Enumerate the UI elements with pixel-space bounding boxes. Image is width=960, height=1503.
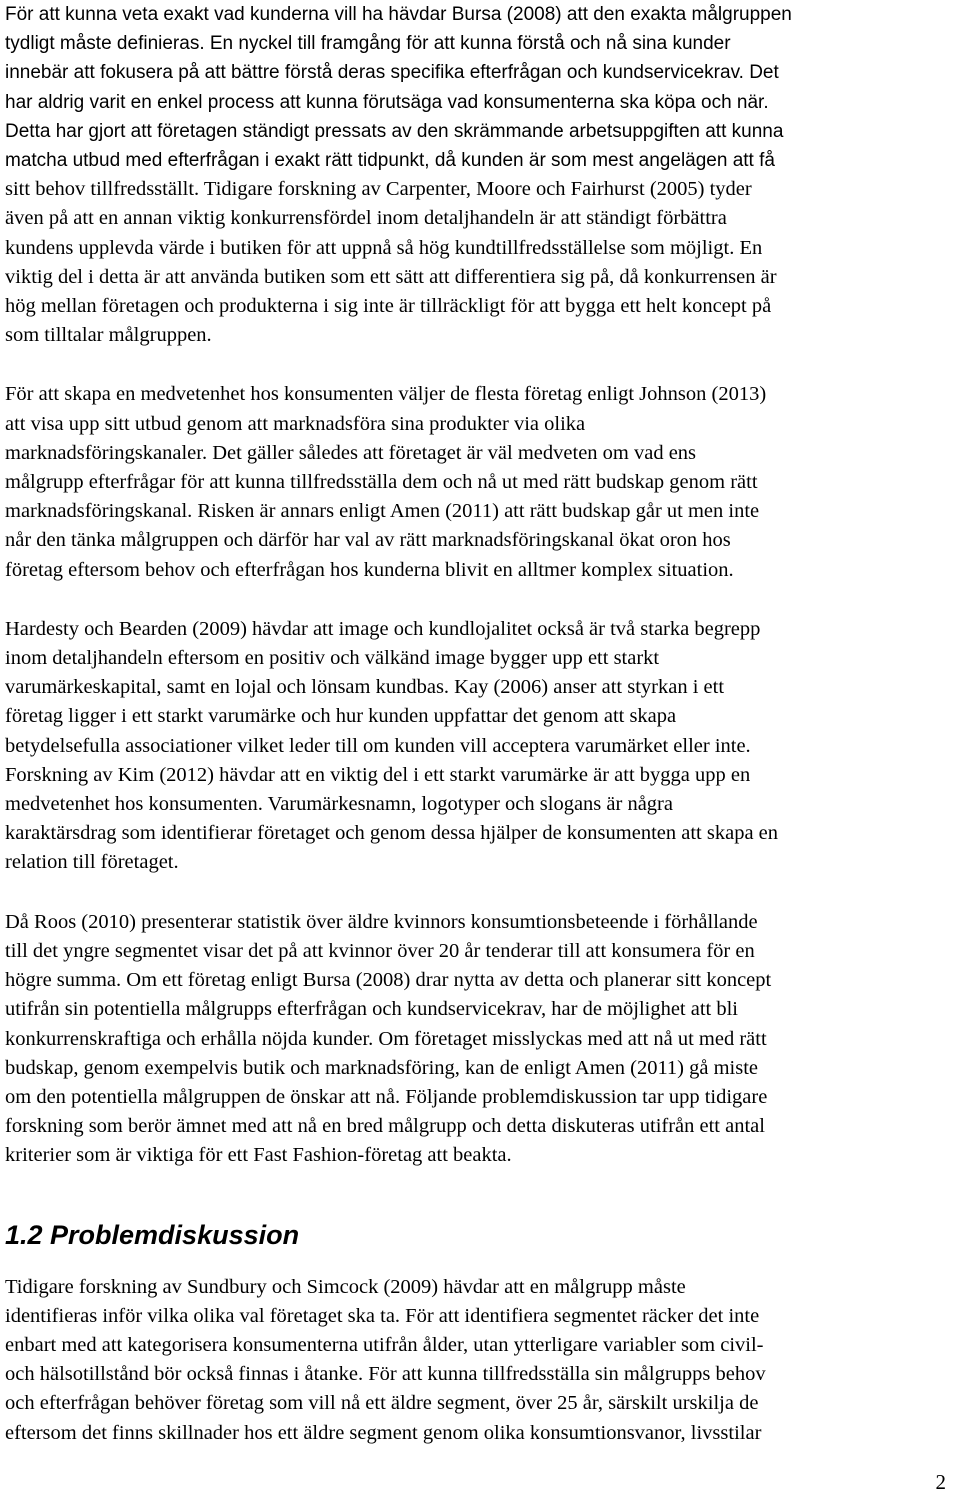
paragraph-1: [5, 0, 957, 350]
text-line: budskap, genom exempelvis butik och marknadsföring, kan de enligt Amen (2011) gå miste: [5, 1056, 759, 1079]
text-line: även på att en annan viktig konkurrensfördel inom detaljhandeln är att ständigt förbättra: [5, 207, 727, 230]
text-line: enbart med att kategorisera konsumenterna utifrån ålder, utan ytterligare variabler som civil-: [5, 1333, 764, 1356]
text-line: utifrån sin potentiella målgrupps efterfrågan och kundservicekrav, har de möjlighet att bli: [5, 998, 739, 1021]
text-line: Då Roos (2010) presenterar statistik över äldre kvinnors konsumtionsbeteende i förhållande: [5, 910, 758, 933]
text-line: betydelsefulla associationer vilket leder till om kunden vill acceptera varumärket eller inte.: [5, 734, 751, 757]
text-line: varumärkeskapital, samt en lojal och lönsam kundbas. Kay (2006) anser att styrkan i ett: [5, 676, 725, 699]
text-line: forskning som berör ämnet med att nå en bred målgrupp och detta diskuteras utifrån ett antal: [5, 1115, 765, 1138]
text-line: inom detaljhandeln eftersom en positiv och välkänd image bygger upp ett starkt: [5, 647, 660, 670]
text-line: Detta har gjort att företagen ständigt pressats av den skrämmande arbetsuppgiften att kunna: [5, 120, 784, 142]
text-line: till det yngre segmentet visar det på att kvinnor över 20 år tenderar till att konsumera för en: [5, 939, 755, 962]
text-line: marknadsföringskanaler. Det gäller således att företaget är väl medveten om vad ens: [5, 441, 697, 464]
text-line: kundens upplevda värde i butiken för att uppnå så hög kundtillfredsställelse som möjligt. En: [5, 236, 763, 259]
paragraph-5: [5, 1273, 957, 1448]
text-line: att visa upp sitt utbud genom att marknadsföra sina produkter via olika: [5, 412, 586, 435]
text-line: når den tänka målgruppen och därför har val av rätt marknadsföringskanal ökat oron hos: [5, 529, 731, 552]
text-line: företag eftersom behov och efterfrågan hos kunderna blivit en alltmer komplex situation.: [5, 558, 734, 581]
text-line: som tilltalar målgruppen.: [5, 324, 212, 347]
page-number: 2: [935, 1470, 946, 1494]
document-page: [5, 0, 957, 1448]
text-line: matcha utbud med efterfrågan i exakt rätt tidpunkt, då kunden är som mest angelägen att få: [5, 150, 775, 172]
text-line: Tidigare forskning av Sundbury och Simcock (2009) hävdar att en målgrupp måste: [5, 1275, 686, 1298]
text-line: eftersom det finns skillnader hos ett äldre segment genom olika konsumtionsvanor, livsstilar: [5, 1421, 762, 1444]
text-line: identifieras inför vilka olika val företaget ska ta. För att identifiera segmentet räcker det inte: [5, 1304, 760, 1327]
text-line: tydligt måste definieras. En nyckel till framgång för att kunna förstå och nå sina kunder: [5, 33, 731, 55]
section-heading: 1.2 Problemdiskussion: [5, 1219, 300, 1250]
paragraph-3: [5, 615, 957, 878]
text-line: Hardesty och Bearden (2009) hävdar att image och kundlojalitet också är två starka begrepp: [5, 617, 761, 640]
text-line: För att skapa en medvetenhet hos konsumenten väljer de flesta företag enligt Johnson (2013): [5, 383, 767, 406]
text-line: karaktärsdrag som identifierar företaget och genom dessa hjälper de konsumenten att skapa en: [5, 822, 779, 845]
text-line: innebär att fokusera på att bättre förstå deras specifika efterfrågan och kundservicekrav. Det: [5, 62, 779, 84]
text-line: relation till företaget.: [5, 851, 179, 874]
text-line: företag ligger i ett starkt varumärke och hur kunden uppfattar det genom att skapa: [5, 705, 677, 728]
text-line: marknadsföringskanal. Risken är annars enligt Amen (2011) att rätt budskap går ut men inte: [5, 500, 760, 523]
text-line: medvetenhet hos konsumenten. Varumärkesnamn, logotyper och slogans är några: [5, 793, 673, 816]
text-line: och efterfrågan behöver företag som vill nå ett äldre segment, över 25 år, särskilt urskilja de: [5, 1392, 759, 1415]
text-line: Forskning av Kim (2012) hävdar att en viktig del i ett starkt varumärke är att bygga upp en: [5, 763, 751, 786]
text-line: viktig del i detta är att använda butiken som ett sätt att differentiera sig på, då konkurrensen är: [5, 265, 777, 288]
paragraph-4: [5, 908, 957, 1171]
text-line: har aldrig varit en enkel process att kunna förutsäga vad konsumenterna ska köpa och när.: [5, 91, 769, 113]
text-line: målgrupp efterfrågar för att kunna tillfredsställa dem och nå ut med rätt budskap genom rätt: [5, 471, 758, 494]
text-line: om den potentiella målgruppen de önskar att nå. Följande problemdiskussion tar upp tidigare: [5, 1085, 768, 1108]
paragraph-2: [5, 380, 957, 584]
text-line: högre summa. Om ett företag enligt Bursa (2008) drar nytta av detta och planerar sitt koncept: [5, 969, 772, 992]
text-line: och hälsotillstånd bör också finnas i åtanke. För att kunna tillfredsställa sin målgrupps behov: [5, 1363, 766, 1386]
text-line: hög mellan företagen och produkterna i sig inte är tillräckligt för att bygga ett helt koncept på: [5, 295, 772, 318]
text-line: För att kunna veta exakt vad kunderna vill ha hävdar Bursa (2008) att den exakta målgruppen: [5, 4, 792, 25]
text-line: konkurrenskraftiga och erhålla nöjda kunder. Om företaget misslyckas med att nå ut med rätt: [5, 1027, 767, 1050]
text-line: kriterier som är viktiga för ett Fast Fashion-företag att beakta.: [5, 1144, 512, 1167]
text-line: sitt behov tillfredsställt. Tidigare forskning av Carpenter, Moore och Fairhurst (2005) tyder: [5, 178, 752, 201]
